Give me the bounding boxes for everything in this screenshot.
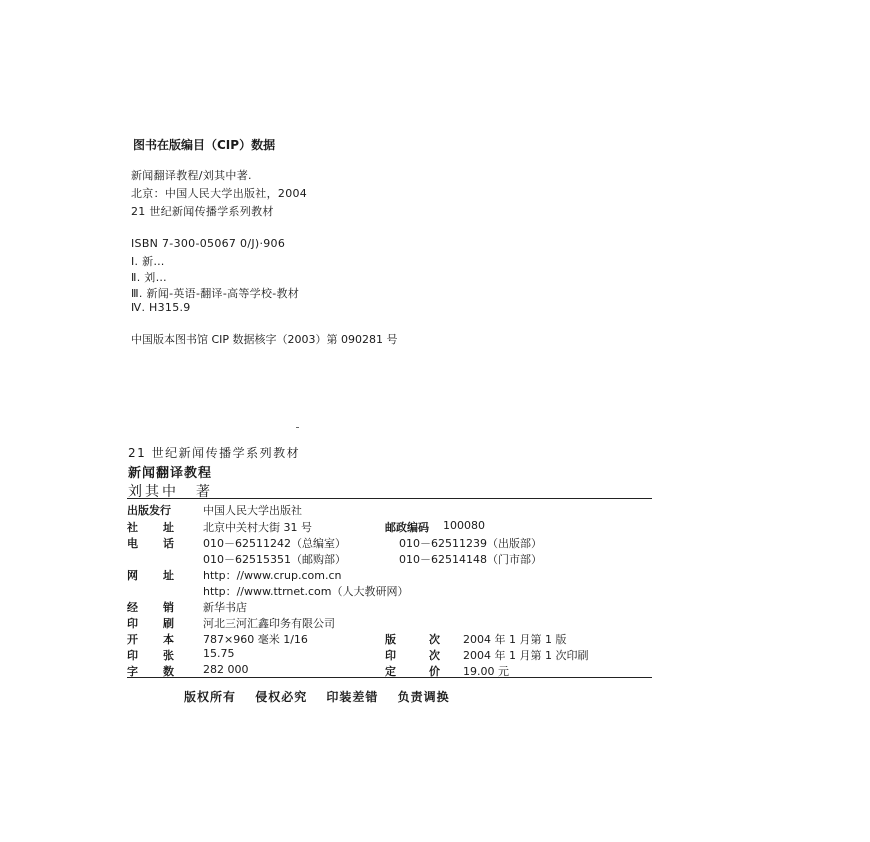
dealer-label-2: 销 bbox=[163, 601, 174, 614]
sheets-row bbox=[127, 647, 652, 663]
sheets-value: 15.75 bbox=[203, 647, 235, 660]
web-row-2 bbox=[127, 583, 652, 599]
printing-value: 2004 年 1 月第 1 次印刷 bbox=[463, 649, 589, 662]
printer-label-1: 印 bbox=[127, 617, 138, 630]
words-label-2: 数 bbox=[163, 665, 174, 678]
cip-class-2: Ⅱ. 刘… bbox=[131, 271, 167, 284]
price-label-1: 定 bbox=[385, 665, 396, 678]
cip-class-3: Ⅲ. 新闻-英语-翻译-高等学校-教材 bbox=[131, 287, 300, 300]
cip-class-4: Ⅳ. H315.9 bbox=[131, 301, 191, 314]
book-title: 新闻翻译教程 bbox=[128, 466, 213, 481]
printer-label-2: 刷 bbox=[163, 617, 174, 630]
phone-row-1 bbox=[127, 535, 652, 551]
web-url-2: http：//www.ttrnet.com（人大教研网） bbox=[203, 585, 409, 598]
printer-value: 河北三河汇鑫印务有限公司 bbox=[203, 617, 335, 630]
top-rule bbox=[127, 498, 652, 499]
phone-editorial: 010－62511242（总编室） bbox=[203, 537, 346, 550]
dealer-label-1: 经 bbox=[127, 601, 138, 614]
phone-label-2: 话 bbox=[163, 537, 174, 550]
printer-row bbox=[127, 615, 652, 631]
format-value: 787×960 毫米 1/16 bbox=[203, 633, 308, 646]
web-url-1: http：//www.crup.com.cn bbox=[203, 569, 342, 582]
price-value: 19.00 元 bbox=[463, 665, 509, 678]
edition-label-2: 次 bbox=[429, 633, 440, 646]
printing-label-1: 印 bbox=[385, 649, 396, 662]
postcode-value: 100080 bbox=[443, 519, 485, 532]
cip-line-series: 21 世纪新闻传播学系列教材 bbox=[131, 205, 274, 218]
exchange-notice: 负责调换 bbox=[397, 690, 450, 704]
cip-line-title-author: 新闻翻译教程/刘其中著. bbox=[131, 169, 252, 182]
publisher-row bbox=[127, 502, 652, 518]
infringement-notice: 侵权必究 bbox=[255, 690, 308, 704]
edition-value: 2004 年 1 月第 1 版 bbox=[463, 633, 567, 646]
format-label-1: 开 bbox=[127, 633, 138, 646]
address-value: 北京中关村大街 31 号 bbox=[203, 521, 312, 534]
cip-class-1: Ⅰ. 新… bbox=[131, 255, 165, 268]
phone-row-2 bbox=[127, 551, 652, 567]
cip-title: 图书在版编目（CIP）数据 bbox=[133, 138, 276, 152]
address-label-1: 社 bbox=[127, 521, 138, 534]
book-author: 刘其中 著 bbox=[128, 484, 213, 500]
cip-line-publisher: 北京：中国人民大学出版社，2004 bbox=[131, 187, 308, 200]
cip-record: 中国版本图书馆 CIP 数据核字（2003）第 090281 号 bbox=[131, 333, 398, 346]
postcode-label: 邮政编码 bbox=[385, 521, 429, 534]
web-label-1: 网 bbox=[127, 569, 138, 582]
publisher-value: 中国人民大学出版社 bbox=[203, 504, 302, 517]
rights-notice bbox=[184, 688, 464, 705]
cip-isbn: ISBN 7-300-05067 0/J)·906 bbox=[131, 237, 286, 250]
scan-speck bbox=[296, 427, 299, 428]
print-error-notice: 印装差错 bbox=[326, 690, 379, 704]
format-label-2: 本 bbox=[163, 633, 174, 646]
publisher-label: 出版发行 bbox=[127, 504, 171, 517]
printing-label-2: 次 bbox=[429, 649, 440, 662]
price-label-2: 价 bbox=[429, 665, 440, 678]
phone-publishing: 010－62511239（出版部） bbox=[399, 537, 542, 550]
words-label-1: 字 bbox=[127, 665, 138, 678]
sheets-label-1: 印 bbox=[127, 649, 138, 662]
address-row bbox=[127, 519, 652, 535]
phone-label-1: 电 bbox=[127, 537, 138, 550]
dealer-row bbox=[127, 599, 652, 615]
series-name: 21 世纪新闻传播学系列教材 bbox=[128, 446, 301, 460]
dealer-value: 新华书店 bbox=[203, 601, 247, 614]
format-row bbox=[127, 631, 652, 647]
phone-mail-order: 010－62515351（邮购部） bbox=[203, 553, 346, 566]
sheets-label-2: 张 bbox=[163, 649, 174, 662]
bottom-rule bbox=[127, 677, 652, 678]
words-value: 282 000 bbox=[203, 663, 249, 676]
phone-store: 010－62514148（门市部） bbox=[399, 553, 542, 566]
rights-reserved: 版权所有 bbox=[184, 690, 237, 704]
web-label-2: 址 bbox=[163, 569, 174, 582]
web-row-1 bbox=[127, 567, 652, 583]
address-label-2: 址 bbox=[163, 521, 174, 534]
edition-label-1: 版 bbox=[385, 633, 396, 646]
